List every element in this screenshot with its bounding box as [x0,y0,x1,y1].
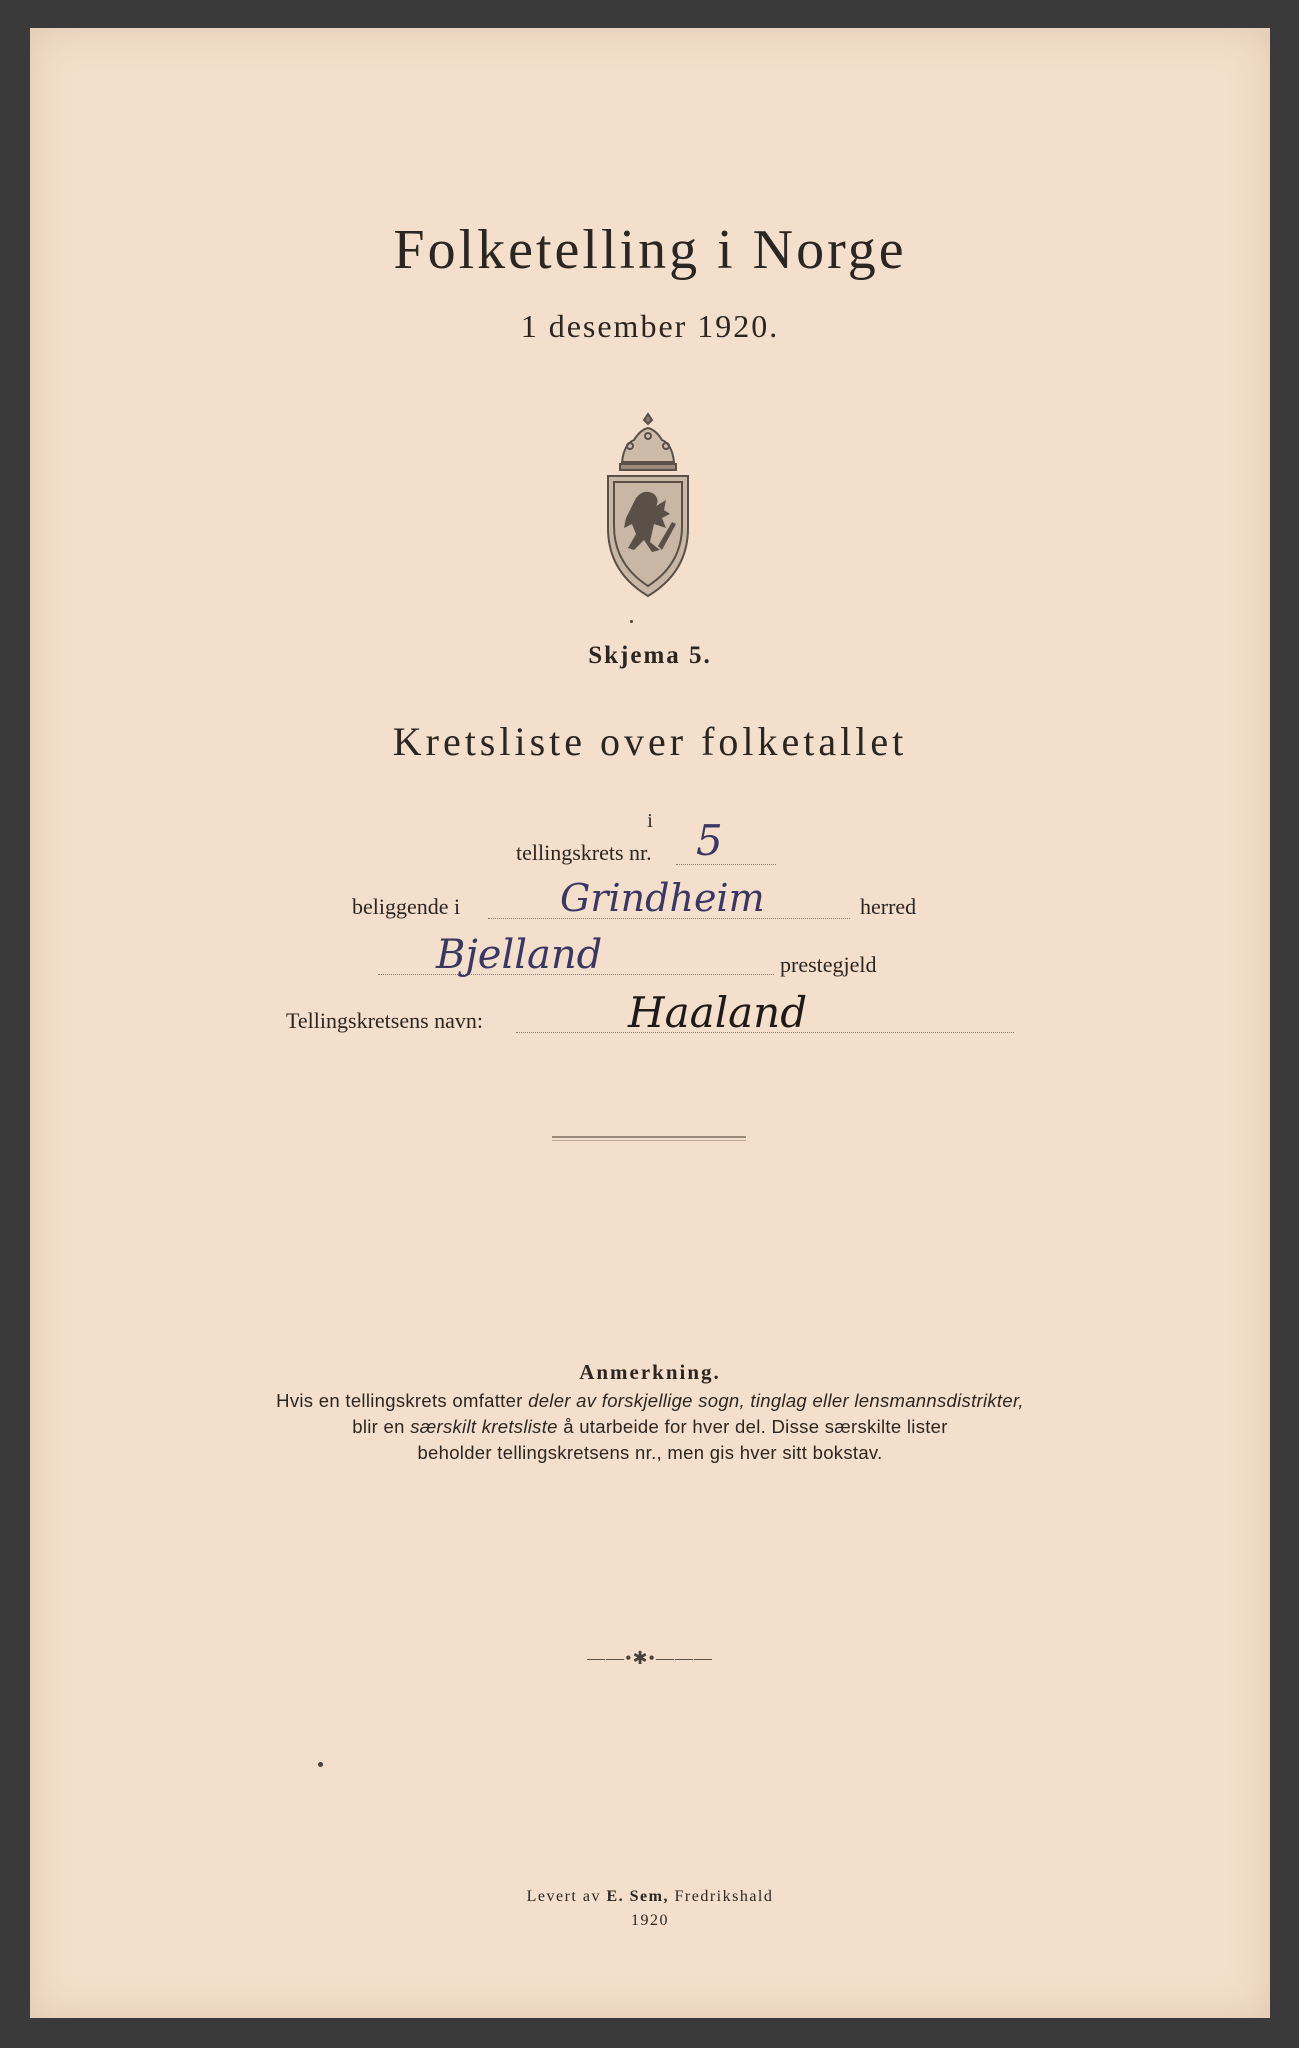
tellingskrets-line [676,864,776,865]
tellingskrets-label: tellingskrets nr. [516,840,652,865]
note-line-1-text: Hvis en tellingskrets omfatter [276,1390,529,1411]
kretsnavn-label: Tellingskretsens navn: [286,1008,484,1033]
preposition-text: i [647,810,653,832]
ornament-divider: ——•✱•——— [587,1648,713,1668]
note-line-3: beholder tellingskretsens nr., men gis hver sitt bokstav. [417,1442,883,1463]
printer-prefix: Levert av [526,1888,607,1905]
herred-label: herred [860,894,917,919]
document-date: 1 desember 1920. [520,308,780,344]
printer-credit [30,1888,1270,1906]
schema-number: Skjema 5. [588,642,712,669]
printer-name: E. Sem, [606,1888,669,1905]
note-line-1-emphasis: deler av forskjellige sogn, tinglag eller lensmannsdistrikter, [528,1390,1024,1411]
kretsnavn-value: Haaland [628,988,808,1037]
note-line-2-text-b: å utarbeide for hver del. Disse særskilte lister [557,1416,948,1437]
list-title: Kretsliste over folketallet [392,719,908,764]
note-line-2 [30,1416,1270,1438]
printer-place: Fredrikshald [668,1888,774,1905]
note-line-2-text-a: blir en [352,1416,411,1437]
paper-speck [630,620,633,623]
beliggende-label: beliggende i [352,894,461,919]
note-line-1 [30,1390,1270,1412]
prestegjeld-value: Bjelland [436,932,603,978]
note-title: Anmerkning. [579,1360,721,1384]
beliggende-value: Grindheim [560,876,765,920]
document-title: Folketelling i Norge [393,219,907,281]
paper-speck [318,1762,323,1767]
printer-year: 1920 [631,1912,669,1929]
norwegian-coat-of-arms-icon [600,406,696,602]
note-line-2-emphasis: særskilt kretsliste [410,1416,558,1437]
census-form-page [30,28,1270,2018]
section-divider [552,1136,746,1141]
prestegjeld-label: prestegjeld [780,952,877,977]
tellingskrets-value: 5 [696,816,723,865]
